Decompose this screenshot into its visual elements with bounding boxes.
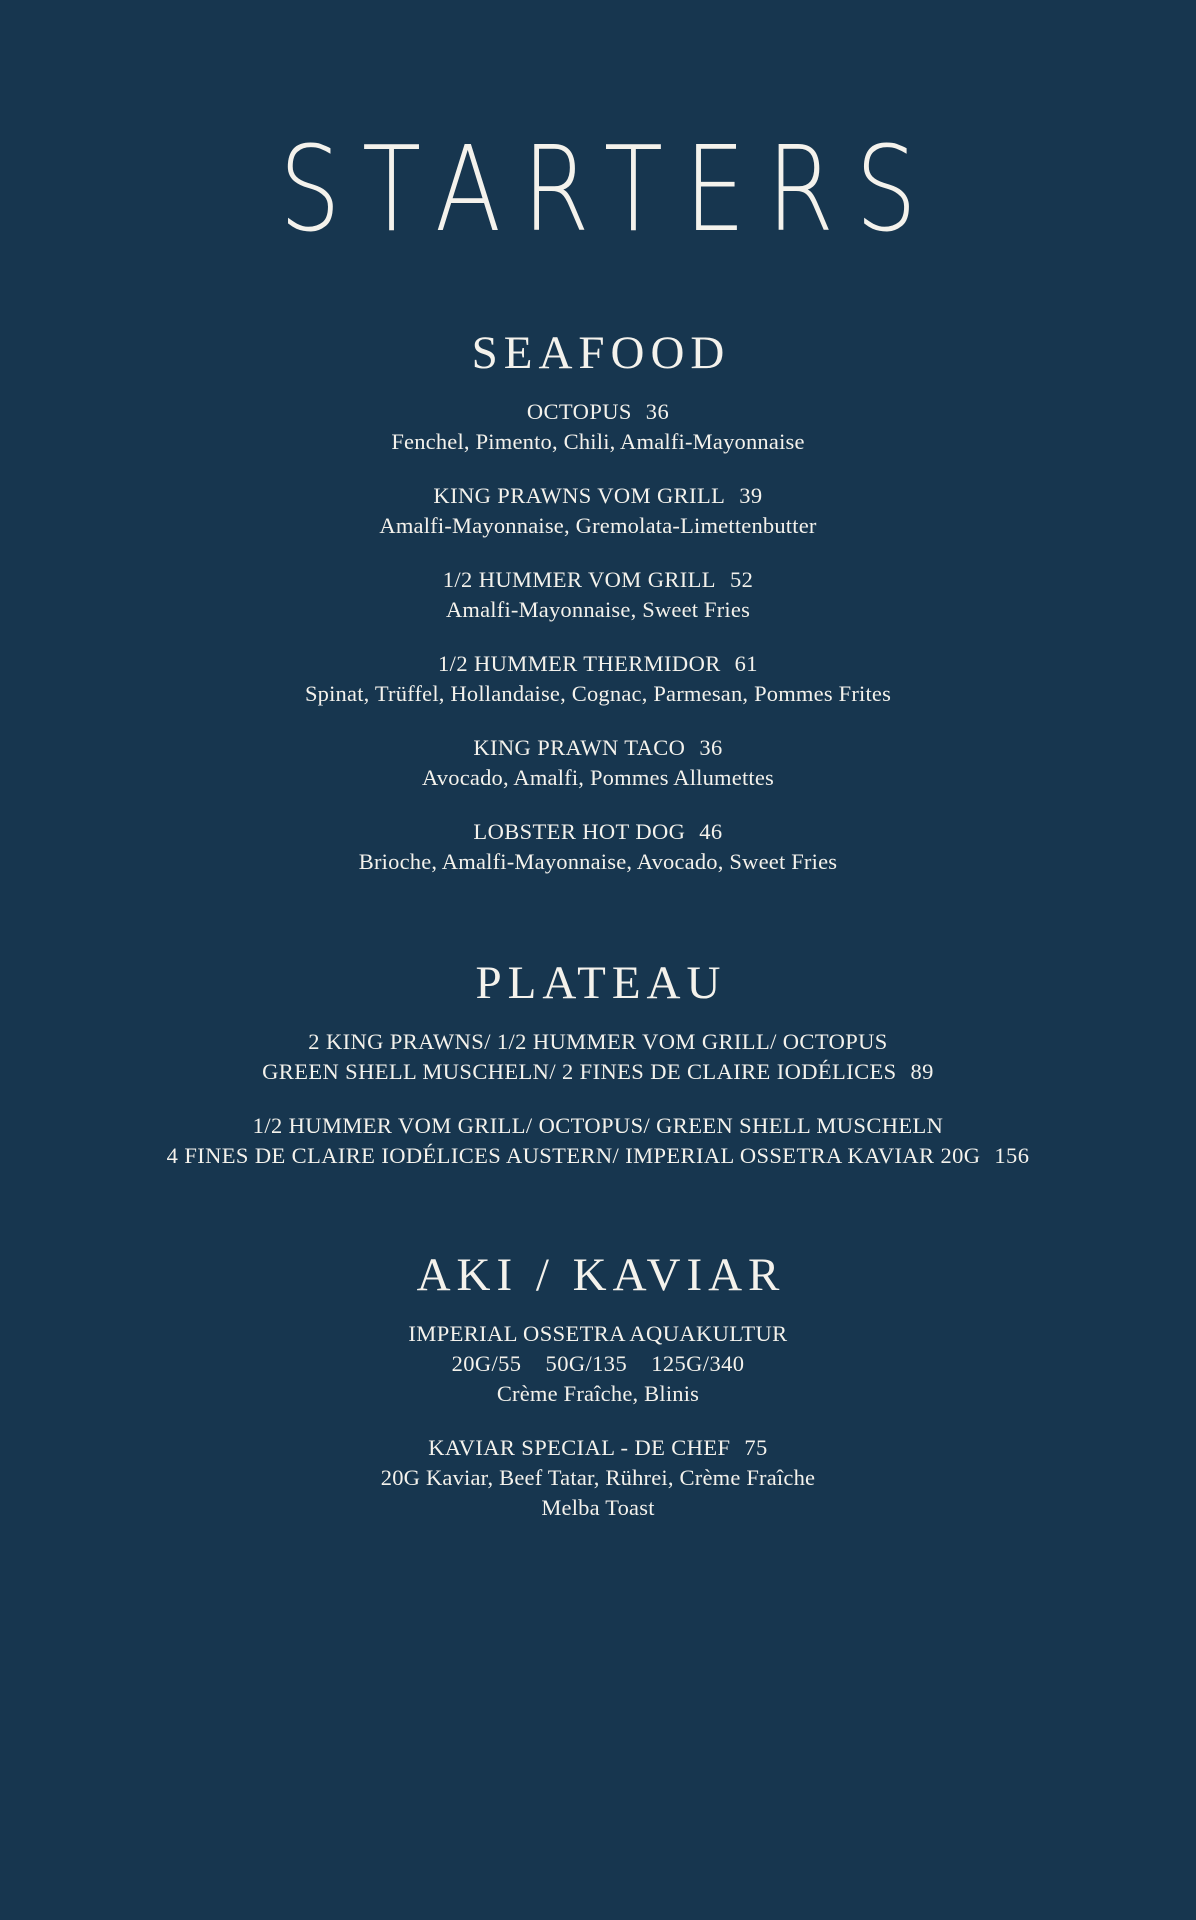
item-name: 1/2 HUMMER VOM GRILL	[442, 567, 716, 592]
item-name: KAVIAR SPECIAL - DE CHEF	[428, 1435, 731, 1460]
item-price: 36	[699, 735, 723, 760]
item-description: Avocado, Amalfi, Pommes Allumettes	[422, 765, 774, 790]
item-description: 20G Kaviar, Beef Tatar, Rührei, Crème Fraîche	[380, 1465, 816, 1490]
item-description: Brioche, Amalfi-Mayonnaise, Avocado, Sweet Fries	[358, 849, 838, 874]
menu-item	[0, 733, 1196, 793]
item-price: 52	[729, 567, 754, 592]
item-price: 39	[739, 483, 763, 508]
item-title	[0, 733, 1196, 763]
item-description: Crème Fraîche, Blinis	[496, 1381, 700, 1406]
item-name: OCTOPUS	[526, 399, 632, 424]
item-line	[0, 1141, 1196, 1171]
item-line: 1/2 HUMMER VOM GRILL/ OCTOPUS/ GREEN SHELL MUSCHELN	[252, 1113, 944, 1138]
item-description: Amalfi-Mayonnaise, Sweet Fries	[445, 597, 751, 622]
item-price: 75	[744, 1435, 768, 1460]
item-description: Spinat, Trüffel, Hollandaise, Cognac, Parmesan, Pommes Frites	[304, 681, 892, 706]
item-line	[0, 1057, 1196, 1087]
item-title	[0, 397, 1196, 427]
item-name: GREEN SHELL MUSCHELN/ 2 FINES DE CLAIRE IODÉLICES	[262, 1059, 897, 1084]
item-price: 46	[699, 819, 723, 844]
item-title	[0, 565, 1196, 595]
page-title: STARTERS	[279, 120, 939, 258]
item-description: Amalfi-Mayonnaise, Gremolata-Limettenbutter	[379, 513, 817, 538]
item-title	[0, 817, 1196, 847]
item-name: KING PRAWN TACO	[473, 735, 686, 760]
item-price: 156	[994, 1143, 1030, 1168]
item-price: 36	[645, 399, 670, 424]
section-plateau	[0, 957, 1196, 1195]
item-price: 61	[734, 651, 758, 676]
menu-item	[0, 565, 1196, 625]
section-seafood	[0, 327, 1196, 901]
menu-item	[0, 1027, 1196, 1087]
item-title	[0, 481, 1196, 511]
menu-item	[0, 481, 1196, 541]
item-title	[0, 649, 1196, 679]
item-name: 4 FINES DE CLAIRE IODÉLICES AUSTERN/ IMPERIAL OSSETRA KAVIAR 20G	[166, 1143, 981, 1168]
menu-item	[0, 817, 1196, 877]
menu-item	[0, 649, 1196, 709]
menu-item	[0, 1433, 1196, 1523]
menu-item	[0, 1111, 1196, 1171]
item-name: 1/2 HUMMER THERMIDOR	[438, 651, 721, 676]
item-sizes: 20G/55 50G/135 125G/340	[451, 1351, 745, 1376]
item-title	[0, 1433, 1196, 1463]
section-title: AKI / KAVIAR	[416, 1249, 786, 1301]
item-name: KING PRAWNS VOM GRILL	[433, 483, 726, 508]
menu-item	[0, 397, 1196, 457]
menu-item	[0, 1319, 1196, 1409]
item-description: Fenchel, Pimento, Chili, Amalfi-Mayonnaise	[391, 429, 805, 454]
section-kaviar	[0, 1249, 1196, 1547]
item-name: LOBSTER HOT DOG	[473, 819, 686, 844]
item-description: Melba Toast	[541, 1495, 655, 1520]
section-title: SEAFOOD	[471, 327, 731, 379]
item-name: IMPERIAL OSSETRA AQUAKULTUR	[408, 1321, 788, 1346]
item-price: 89	[910, 1059, 934, 1084]
section-title: PLATEAU	[475, 957, 727, 1009]
item-line: 2 KING PRAWNS/ 1/2 HUMMER VOM GRILL/ OCTOPUS	[308, 1029, 888, 1054]
